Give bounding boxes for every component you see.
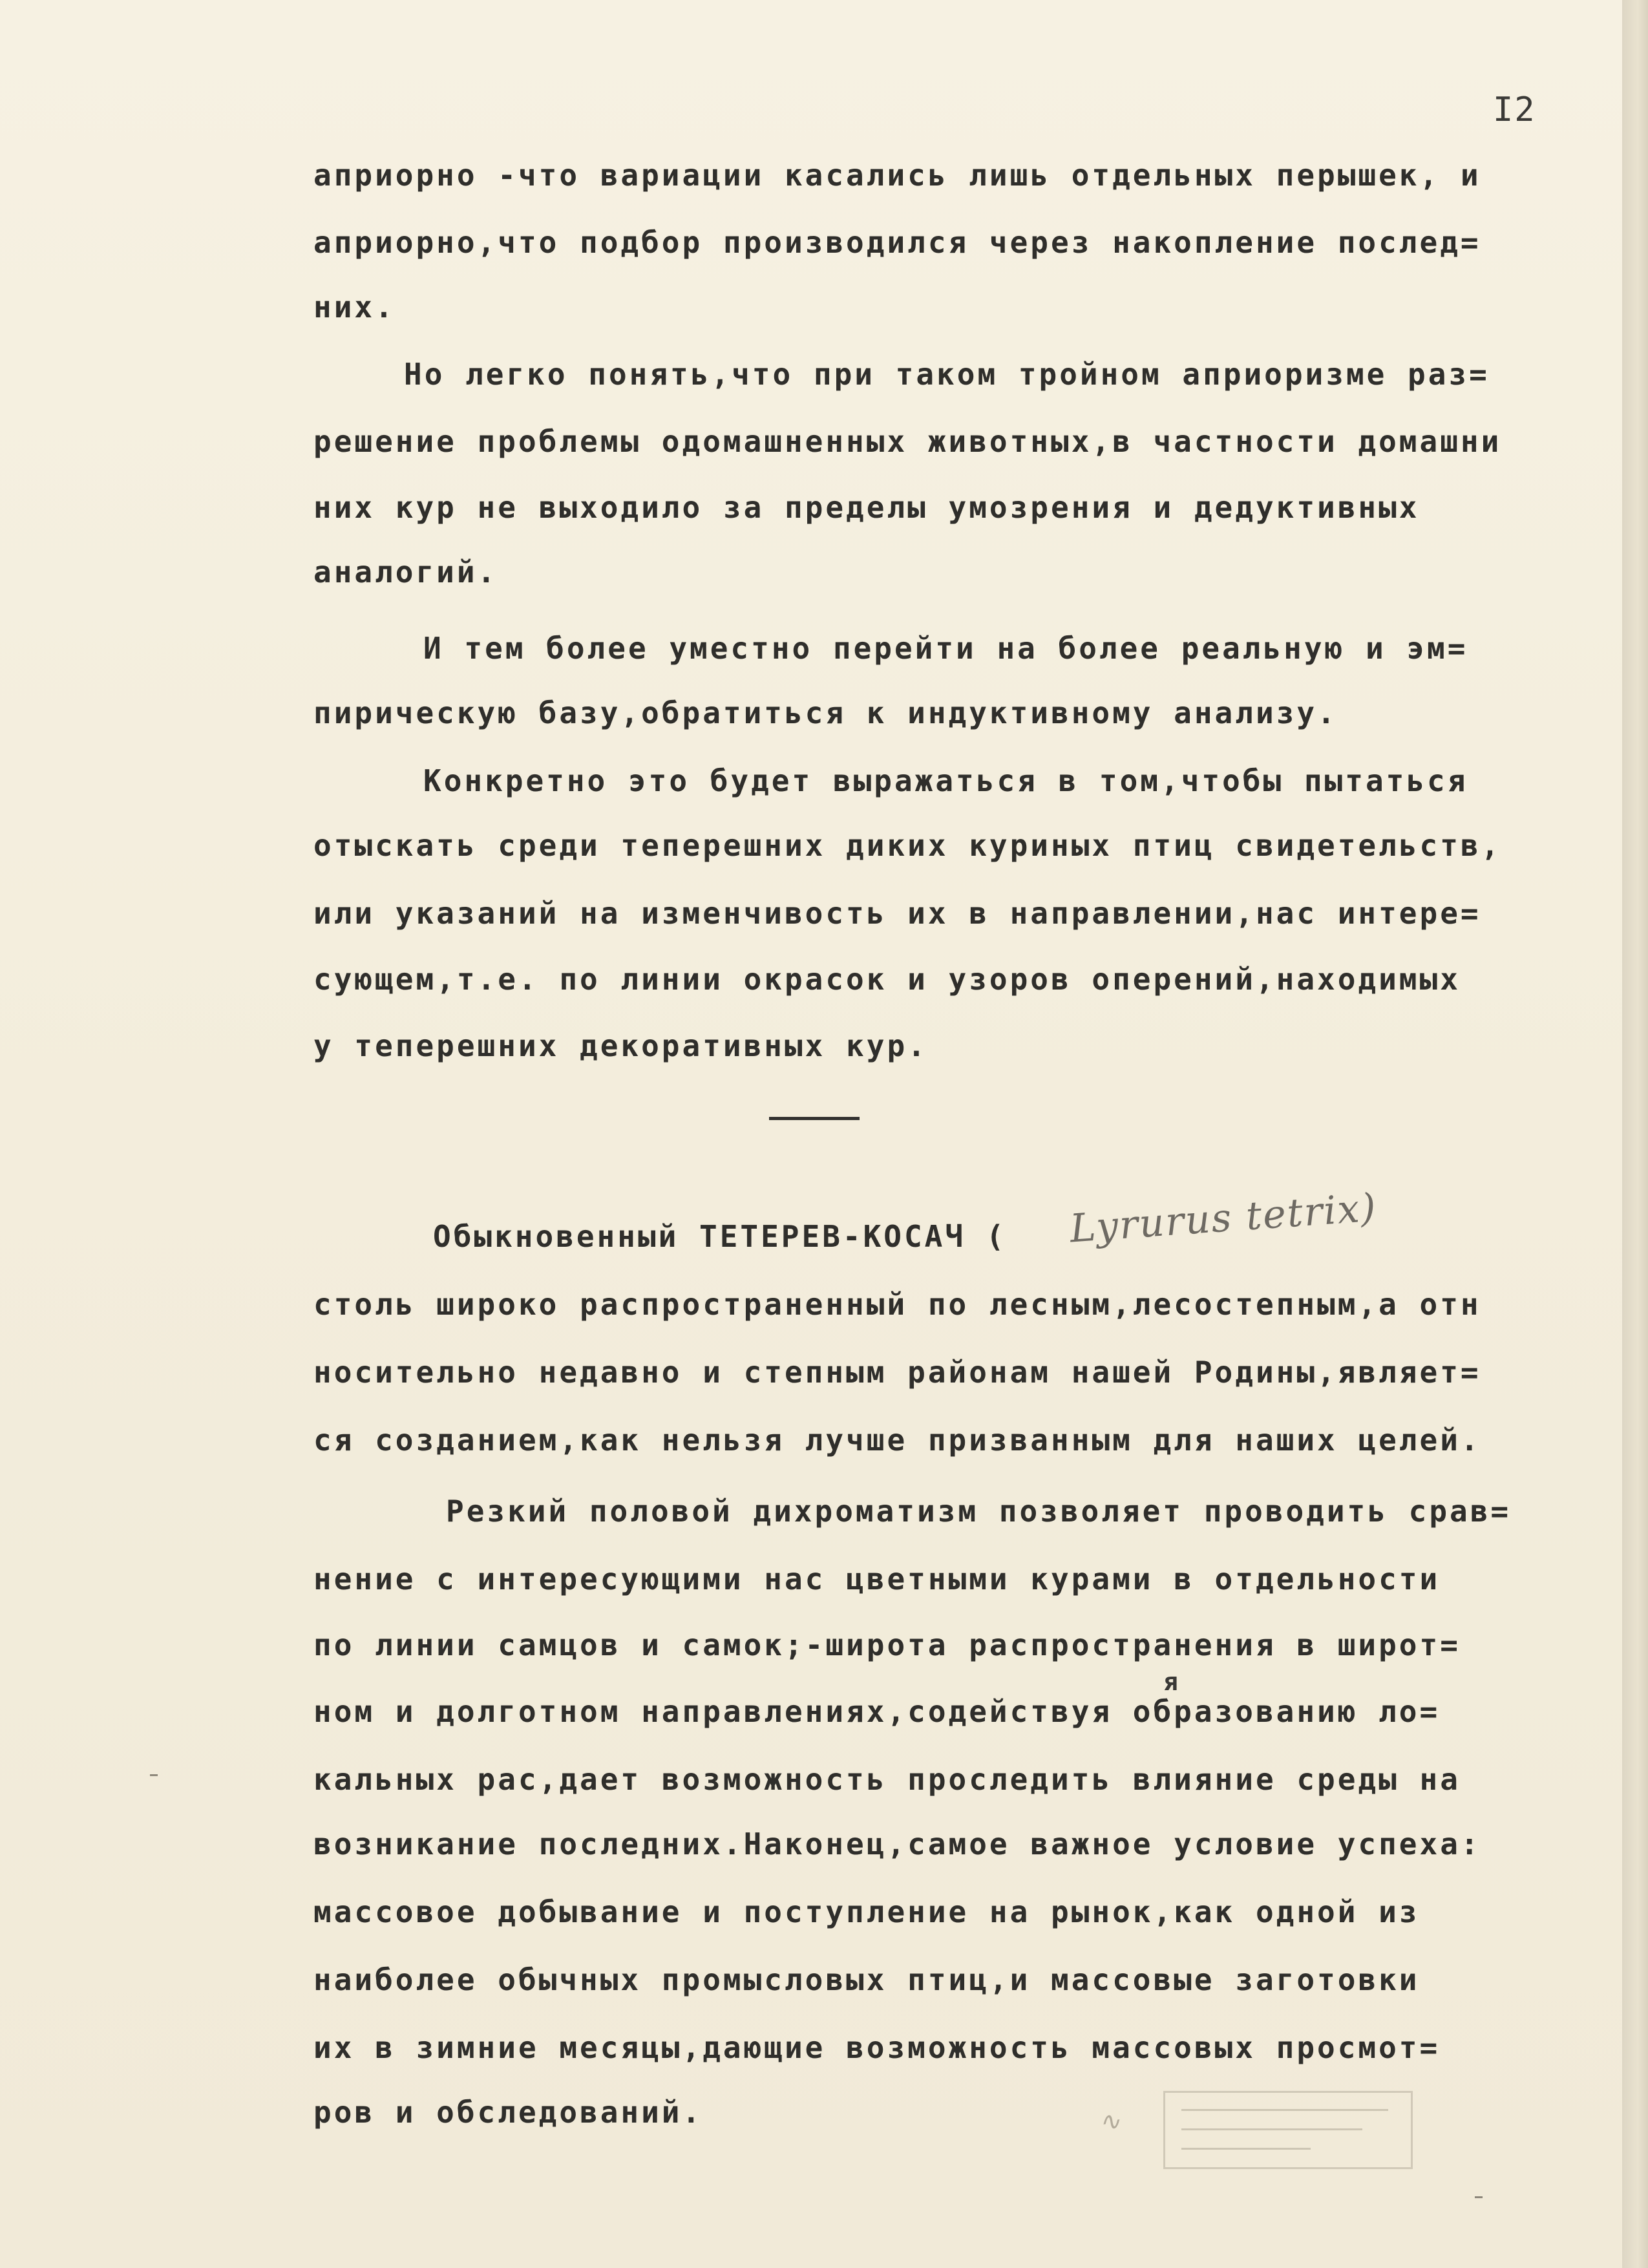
text-line: нение с интересующими нас цветными курами в отдельности: [313, 1562, 1441, 1596]
text-line: отыскать среди теперешних диких куриных птиц свидетельств,: [313, 828, 1502, 863]
text-line: кальных рас,дает возможность проследить влияние среды на: [313, 1762, 1461, 1797]
text-line: пирическую базу,обратиться к индуктивному анализу.: [313, 695, 1338, 730]
text-line: ся созданием,как нельзя лучше призванным для наших целей.: [313, 1423, 1481, 1457]
margin-tick: [1475, 2196, 1483, 2198]
text-line: аналогий.: [313, 555, 498, 589]
text-line: массовое добывание и поступление на рынок,как одной из: [313, 1894, 1420, 1929]
text-line: И тем более уместно перейти на более реальную и эм=: [423, 631, 1468, 666]
stamp-line: [1181, 2148, 1311, 2150]
text-line: носительно недавно и степным районам нашей Родины,являет=: [313, 1355, 1481, 1390]
faded-archive-stamp: [1163, 2091, 1413, 2169]
text-line: Обыкновенный ТЕТЕРЕВ-КОСАЧ (: [433, 1219, 1007, 1254]
text-line: априорно,что подбор производился через накопление послед=: [313, 225, 1481, 260]
text-line: у теперешних декоративных кур.: [313, 1028, 928, 1063]
stamp-line: [1181, 2109, 1388, 2111]
page-number: I2: [1493, 90, 1536, 129]
text-line: Конкретно это будет выражаться в том,чтобы пытаться: [423, 763, 1468, 798]
text-line: априорно -что вариации касались лишь отдельных перышек, и: [313, 158, 1481, 193]
paper-edge: [1622, 0, 1648, 2268]
margin-tick: [150, 1774, 158, 1776]
text-line: ров и обследований.: [313, 2095, 703, 2130]
text-line: их в зимние месяцы,дающие возможность массовых просмот=: [313, 2030, 1441, 2065]
section-divider: [769, 1117, 860, 1120]
pencil-mark: ∿: [1096, 2105, 1123, 2139]
text-line: решение проблемы одомашненных животных,в частности домашни: [313, 424, 1502, 459]
text-line: ном и долготном направлениях,содействуя образованию ло=: [313, 1694, 1441, 1729]
text-line: них.: [313, 290, 396, 324]
handwritten-latin-name: Lyrurus tetrix): [1068, 1185, 1379, 1252]
text-line: столь широко распространенный по лесным,лесостепным,а отн: [313, 1287, 1481, 1322]
text-line: них кур не выходило за пределы умозрения и дедуктивных: [313, 490, 1420, 525]
stamp-line: [1181, 2128, 1362, 2130]
text-line: или указаний на изменчивость их в направлении,нас интере=: [313, 896, 1481, 931]
text-line: сующем,т.е. по линии окрасок и узоров оперений,находимых: [313, 962, 1461, 997]
text-line: по линии самцов и самок;-широта распространения в широт=: [313, 1627, 1461, 1662]
text-line: возникание последних.Наконец,самое важное условие успеха:: [313, 1827, 1481, 1861]
text-line: Но легко понять,что при таком тройном априоризме раз=: [404, 357, 1490, 392]
typed-correction: я: [1163, 1668, 1178, 1696]
text-line: Резкий половой дихроматизм позволяет проводить срав=: [446, 1494, 1512, 1529]
text-line: наиболее обычных промысловых птиц,и массовые заготовки: [313, 1962, 1420, 1997]
